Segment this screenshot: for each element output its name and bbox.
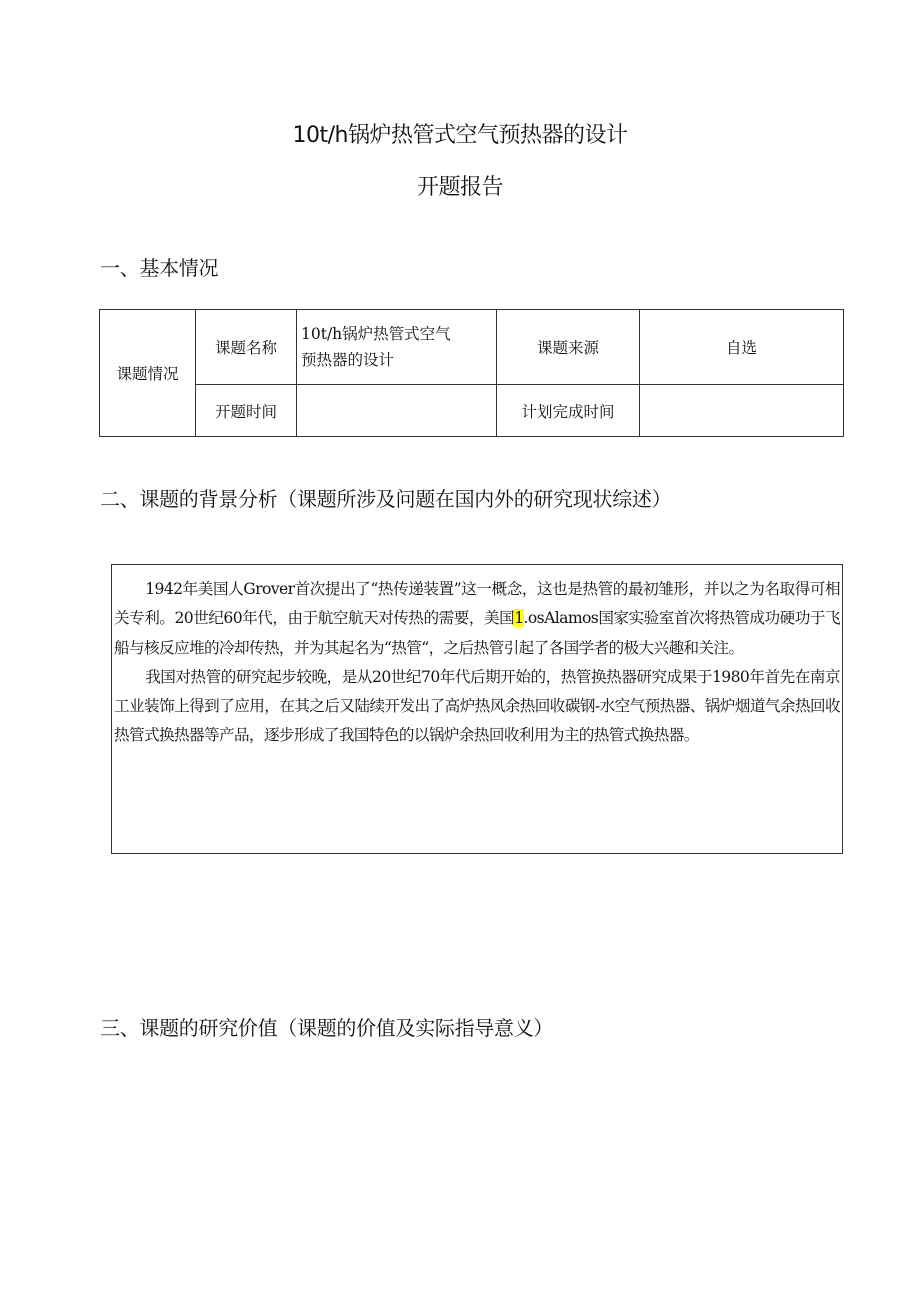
background-text-box (111, 564, 843, 854)
section-heading-basic-info: 一、基本情况 (100, 256, 219, 280)
topic-source-label: 课题来源 (497, 310, 640, 385)
topic-name-value (297, 310, 497, 385)
document-subtitle: 开题报告 (416, 175, 503, 200)
section-heading-background: 二、课题的背景分析（课题所涉及问题在国内外的研究现状综述） (100, 487, 672, 511)
document-title: 10t/h锅炉热管式空气预热器的设计 (292, 123, 628, 148)
topic-source-value: 自选 (640, 310, 844, 385)
paragraph-1-text-a: 1942年美国人Grover首次提出了“热传递装置”这一概念，这也是热管的最初雏形，并以之为名取得可相关专利。20世纪60年代，由于航空航天对传热的需要，美国 (114, 580, 840, 628)
topic-name-label: 课题名称 (196, 310, 297, 385)
topic-name-line-1: 10t/h锅炉热管式空气 (301, 325, 451, 343)
basic-info-table (99, 309, 844, 437)
section-heading-research-value: 三、课题的研究价值（课题的价值及实际指导意义） (100, 1016, 554, 1040)
background-paragraph-1 (114, 575, 840, 663)
paragraph-1-text-b: .osAlamos国家实验室首次将热管成功硬功于飞船与核反应堆的冷却传热，并为其起名为“热管“，之后热管引起了各国学者的极大兴趣和关注。 (114, 609, 840, 657)
planned-finish-label: 计划完成时间 (497, 385, 640, 437)
highlighted-text: 1 (514, 609, 524, 628)
background-paragraph-2: 我国对热管的研究起步较晚，是从20世纪70年代后期开始的，热管换热器研究成果于1980年首先在南京工业装饰上得到了应用，在其之后又陆续开发出了高炉热风余热回收碳钢-水空气预热器、锅炉烟道气余热回收热管式换热器等产品，逐步形成了我国特色的以锅炉余热回收利用为主的热管式换热器。 (114, 667, 840, 745)
start-time-label: 开题时间 (196, 385, 297, 437)
planned-finish-value (640, 385, 844, 437)
start-time-value (297, 385, 497, 437)
group-label-cell: 课题情况 (100, 310, 196, 437)
topic-name-line-2: 预热器的设计 (301, 351, 395, 369)
